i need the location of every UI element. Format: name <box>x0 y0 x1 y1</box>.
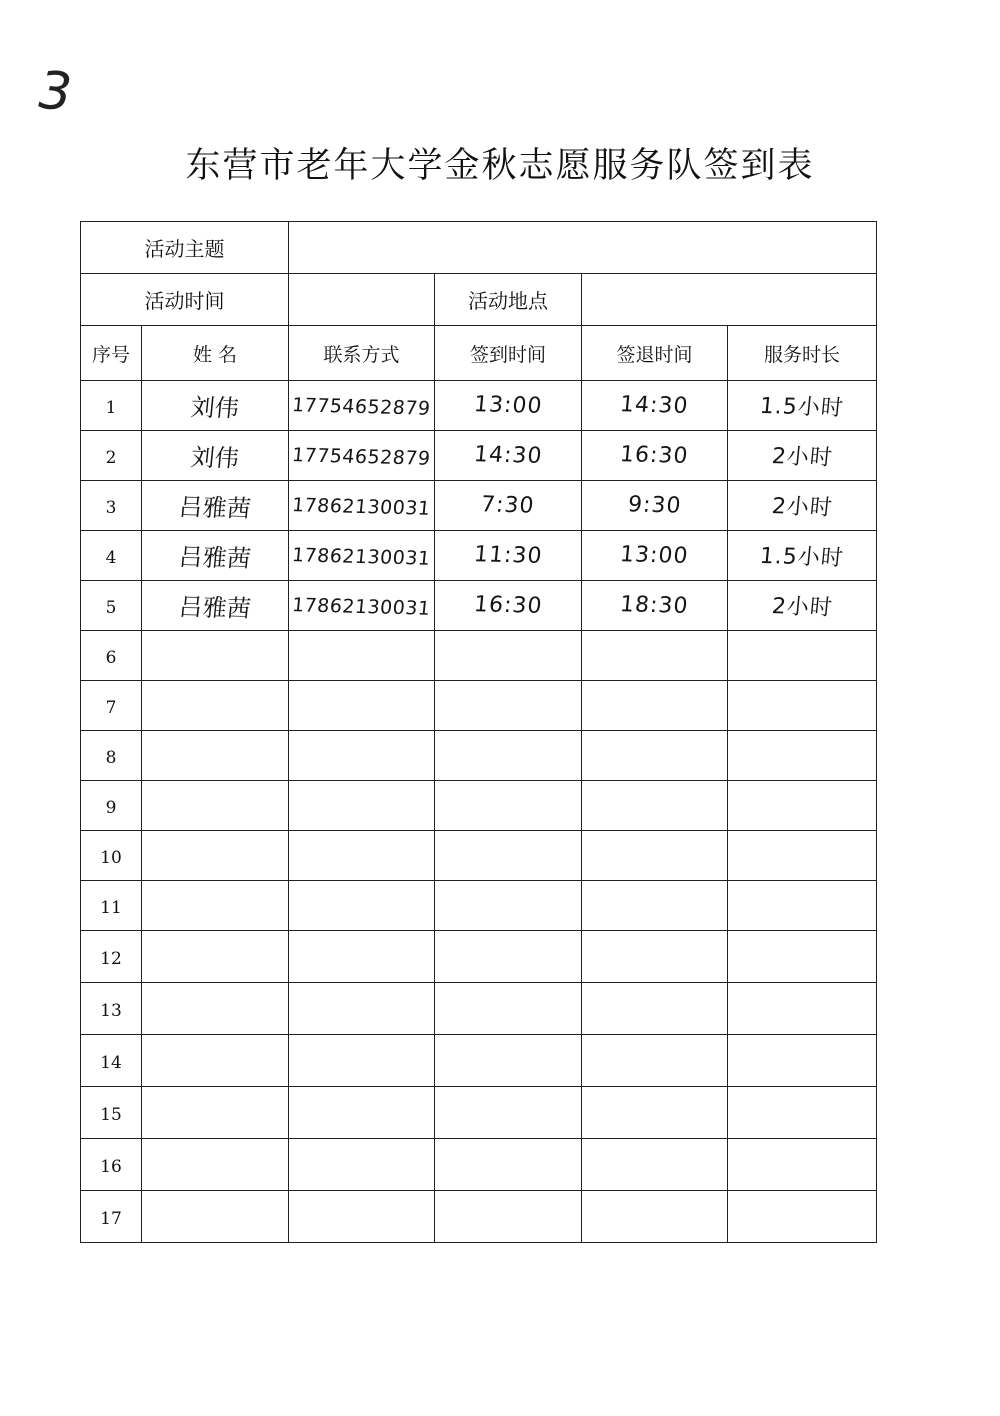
phone-text: 17862130031 <box>291 543 432 570</box>
sign-in-cell[interactable] <box>435 1139 582 1191</box>
row-number-text: 2 <box>105 447 117 468</box>
row-number-text: 9 <box>105 797 117 818</box>
sign-in-cell[interactable] <box>435 1087 582 1139</box>
name-cell[interactable] <box>142 1087 289 1139</box>
phone-cell[interactable] <box>289 431 435 481</box>
row-number-text: 7 <box>105 697 117 718</box>
table-row <box>81 581 877 631</box>
sign-in-cell[interactable] <box>435 531 582 581</box>
sign-in-text: 16:30 <box>472 592 544 619</box>
name-cell[interactable] <box>142 731 289 781</box>
sign-in-cell[interactable] <box>435 431 582 481</box>
row-number-text: 4 <box>105 547 117 568</box>
table-row <box>81 431 877 481</box>
duration-cell[interactable] <box>728 1139 877 1191</box>
sign-out-text: 9:30 <box>626 492 683 519</box>
sign-in-cell[interactable] <box>435 931 582 983</box>
sign-out-text: 14:30 <box>619 392 690 419</box>
row-number-cell <box>81 831 142 881</box>
phone-cell[interactable] <box>289 631 435 681</box>
name-cell[interactable] <box>142 581 289 631</box>
row-number-cell <box>81 1087 142 1139</box>
row-number-cell <box>81 531 142 581</box>
sign-in-cell[interactable] <box>435 1035 582 1087</box>
sign-in-cell[interactable] <box>435 1191 582 1243</box>
name-cell[interactable] <box>142 481 289 531</box>
row-number-text: 12 <box>100 948 122 969</box>
name-cell[interactable] <box>142 1191 289 1243</box>
table-row <box>81 1191 877 1243</box>
table-row <box>81 481 877 531</box>
time-label: 活动时间 <box>81 274 289 326</box>
row-number-cell <box>81 431 142 481</box>
table-row <box>81 881 877 931</box>
sign-out-cell[interactable] <box>582 481 728 531</box>
name-text: 吕雅茜 <box>177 493 253 523</box>
row-number-cell <box>81 581 142 631</box>
phone-cell[interactable] <box>289 581 435 631</box>
sign-out-text: 18:30 <box>619 592 690 619</box>
row-number-cell <box>81 781 142 831</box>
sign-out-cell[interactable] <box>582 681 728 731</box>
table-row <box>81 781 877 831</box>
name-cell[interactable] <box>142 831 289 881</box>
column-header-sign-in: 签到时间 <box>435 326 582 381</box>
duration-text: 2小时 <box>770 594 834 621</box>
sign-out-cell[interactable] <box>582 581 728 631</box>
row-number-cell <box>81 631 142 681</box>
sign-out-cell[interactable] <box>582 831 728 881</box>
duration-cell[interactable] <box>728 881 877 931</box>
name-cell[interactable] <box>142 1035 289 1087</box>
phone-cell[interactable] <box>289 381 435 431</box>
row-number-cell <box>81 881 142 931</box>
sign-out-cell[interactable] <box>582 381 728 431</box>
phone-cell[interactable] <box>289 1191 435 1243</box>
phone-cell[interactable] <box>289 831 435 881</box>
sign-in-text: 13:00 <box>472 392 544 419</box>
sign-in-cell[interactable] <box>435 381 582 431</box>
row-number-text: 14 <box>100 1052 122 1073</box>
sign-in-text: 11:30 <box>472 542 544 569</box>
sign-out-cell[interactable] <box>582 931 728 983</box>
duration-cell[interactable] <box>728 531 877 581</box>
column-header-no: 序号 <box>81 326 142 381</box>
duration-cell[interactable] <box>728 631 877 681</box>
name-text: 吕雅茜 <box>177 543 253 573</box>
sign-in-text: 14:30 <box>472 442 544 469</box>
row-number-text: 6 <box>105 647 117 668</box>
topic-row <box>81 222 877 274</box>
duration-cell[interactable] <box>728 681 877 731</box>
row-number-text: 11 <box>100 897 122 918</box>
sign-in-cell[interactable] <box>435 481 582 531</box>
table-row <box>81 831 877 881</box>
sign-in-cell[interactable] <box>435 983 582 1035</box>
sign-out-cell[interactable] <box>582 881 728 931</box>
name-cell[interactable] <box>142 931 289 983</box>
table-row <box>81 681 877 731</box>
row-number-text: 16 <box>100 1156 122 1177</box>
sign-out-text: 16:30 <box>619 442 690 469</box>
row-number-text: 17 <box>100 1208 122 1229</box>
phone-text: 17754652879 <box>291 393 432 420</box>
name-text: 刘伟 <box>189 393 241 423</box>
phone-cell[interactable] <box>289 681 435 731</box>
table-row <box>81 931 877 983</box>
row-number-cell <box>81 931 142 983</box>
sign-in-cell[interactable] <box>435 581 582 631</box>
topic-value-cell[interactable] <box>289 222 877 274</box>
sign-in-cell[interactable] <box>435 781 582 831</box>
phone-text: 17754652879 <box>291 443 432 470</box>
phone-text: 17862130031 <box>291 493 432 520</box>
row-number-cell <box>81 681 142 731</box>
column-header-row <box>81 326 877 381</box>
duration-text: 2小时 <box>770 444 834 471</box>
row-number-text: 3 <box>105 497 117 518</box>
phone-cell[interactable] <box>289 1087 435 1139</box>
name-text: 刘伟 <box>189 443 241 473</box>
name-cell[interactable] <box>142 531 289 581</box>
duration-text: 2小时 <box>770 494 834 521</box>
duration-cell[interactable] <box>728 481 877 531</box>
duration-cell[interactable] <box>728 1191 877 1243</box>
sign-out-cell[interactable] <box>582 431 728 481</box>
row-number-cell <box>81 983 142 1035</box>
row-number-text: 8 <box>105 747 117 768</box>
duration-cell[interactable] <box>728 781 877 831</box>
sign-out-cell[interactable] <box>582 983 728 1035</box>
table-row <box>81 983 877 1035</box>
page-title: 东营市老年大学金秋志愿服务队签到表 <box>185 146 815 186</box>
phone-cell[interactable] <box>289 931 435 983</box>
phone-cell[interactable] <box>289 983 435 1035</box>
phone-cell[interactable] <box>289 731 435 781</box>
row-number-cell <box>81 1139 142 1191</box>
name-cell[interactable] <box>142 1139 289 1191</box>
sign-out-cell[interactable] <box>582 1087 728 1139</box>
name-cell[interactable] <box>142 631 289 681</box>
duration-cell[interactable] <box>728 1087 877 1139</box>
row-number-cell <box>81 731 142 781</box>
row-number-cell <box>81 1035 142 1087</box>
row-number-text: 5 <box>105 597 117 618</box>
time-place-row <box>81 274 877 326</box>
place-value-cell[interactable] <box>582 274 877 326</box>
sign-in-cell[interactable] <box>435 681 582 731</box>
sign-in-cell[interactable] <box>435 831 582 881</box>
duration-cell[interactable] <box>728 931 877 983</box>
sign-out-text: 13:00 <box>619 542 690 569</box>
row-number-text: 1 <box>105 397 117 418</box>
name-cell[interactable] <box>142 381 289 431</box>
sign-out-cell[interactable] <box>582 1035 728 1087</box>
row-number-cell <box>81 1191 142 1243</box>
sign-out-cell[interactable] <box>582 731 728 781</box>
name-text: 吕雅茜 <box>177 593 253 623</box>
name-cell[interactable] <box>142 431 289 481</box>
phone-text: 17862130031 <box>291 593 432 620</box>
row-number-cell <box>81 481 142 531</box>
name-cell[interactable] <box>142 881 289 931</box>
sign-in-text: 7:30 <box>480 492 536 519</box>
sign-in-cell[interactable] <box>435 631 582 681</box>
duration-cell[interactable] <box>728 431 877 481</box>
sign-in-table <box>80 221 877 1243</box>
duration-cell[interactable] <box>728 731 877 781</box>
sign-in-cell[interactable] <box>435 731 582 781</box>
duration-cell[interactable] <box>728 381 877 431</box>
row-number-text: 10 <box>100 847 122 868</box>
phone-cell[interactable] <box>289 1035 435 1087</box>
phone-cell[interactable] <box>289 481 435 531</box>
column-header-phone: 联系方式 <box>289 326 435 381</box>
handwritten-page-mark: 3 <box>30 60 79 124</box>
duration-text: 1.5小时 <box>758 393 845 422</box>
row-number-text: 15 <box>100 1104 122 1125</box>
sign-in-cell[interactable] <box>435 881 582 931</box>
duration-text: 1.5小时 <box>758 543 845 572</box>
column-header-name: 姓 名 <box>142 326 289 381</box>
place-label: 活动地点 <box>435 274 582 326</box>
table-row <box>81 1087 877 1139</box>
table-row <box>81 1035 877 1087</box>
table-row <box>81 631 877 681</box>
name-cell[interactable] <box>142 681 289 731</box>
sign-out-cell[interactable] <box>582 781 728 831</box>
row-number-text: 13 <box>100 1000 122 1021</box>
name-cell[interactable] <box>142 983 289 1035</box>
sign-out-cell[interactable] <box>582 531 728 581</box>
duration-cell[interactable] <box>728 1035 877 1087</box>
phone-cell[interactable] <box>289 531 435 581</box>
sign-out-cell[interactable] <box>582 1191 728 1243</box>
column-header-duration: 服务时长 <box>728 326 877 381</box>
table-row <box>81 381 877 431</box>
name-cell[interactable] <box>142 781 289 831</box>
row-number-cell <box>81 381 142 431</box>
phone-cell[interactable] <box>289 781 435 831</box>
table-row <box>81 531 877 581</box>
duration-cell[interactable] <box>728 983 877 1035</box>
duration-cell[interactable] <box>728 831 877 881</box>
time-value-cell[interactable] <box>289 274 435 326</box>
table-row <box>81 1139 877 1191</box>
sign-out-cell[interactable] <box>582 1139 728 1191</box>
phone-cell[interactable] <box>289 1139 435 1191</box>
table-row <box>81 731 877 781</box>
topic-label: 活动主题 <box>81 222 289 274</box>
phone-cell[interactable] <box>289 881 435 931</box>
column-header-sign-out: 签退时间 <box>582 326 728 381</box>
duration-cell[interactable] <box>728 581 877 631</box>
sign-out-cell[interactable] <box>582 631 728 681</box>
